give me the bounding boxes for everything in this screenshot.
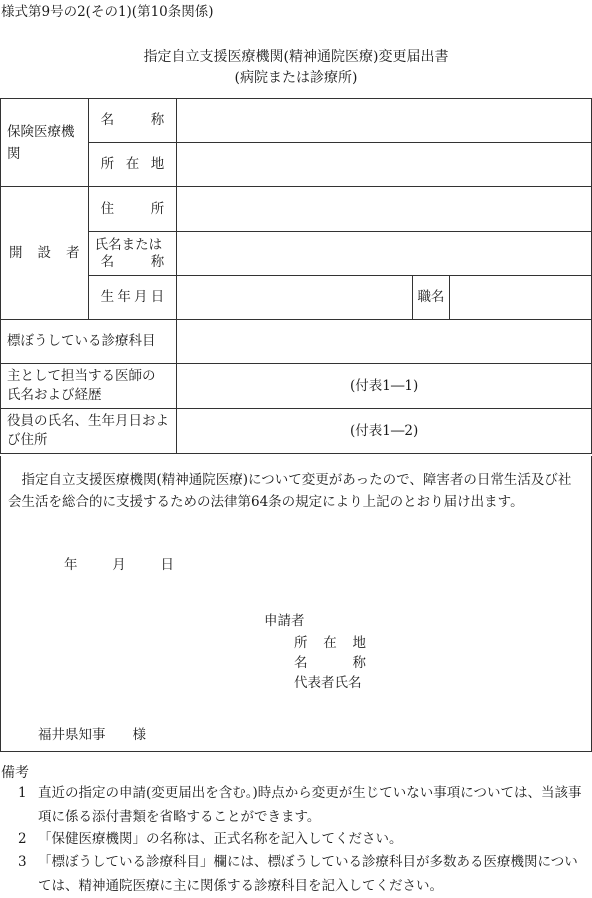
table-row bbox=[1, 232, 592, 276]
table-row bbox=[1, 276, 592, 320]
position-field[interactable] bbox=[450, 276, 592, 320]
note-item: 3 「標ぼうしている診療科目」欄には、標ぼうしている診療科目が多数ある医療機関については、精神通院医療に主に関係する診療科目を記入してください。 bbox=[18, 854, 578, 894]
insurance-institution-label: 保険医療機関 bbox=[1, 99, 89, 187]
addressee: 福井県知事 様 bbox=[38, 727, 146, 743]
founder-name-field[interactable] bbox=[177, 232, 592, 276]
applicant-location-label: 所 在 地 bbox=[294, 635, 366, 651]
founder-address-field[interactable] bbox=[177, 187, 592, 232]
application-table bbox=[0, 98, 592, 454]
table-row bbox=[1, 320, 592, 364]
name-label: 名 称 bbox=[88, 99, 177, 143]
doctor-attachment: (付表1―1) bbox=[177, 364, 592, 409]
institution-name-field[interactable] bbox=[177, 99, 592, 143]
representative-label: 代表者氏名 bbox=[294, 675, 362, 691]
note-item: 1 直近の指定の申請(変更届出を含む。)時点から変更が生じていない事項については、当該事項に係る添付書類を省略することができます。 bbox=[18, 785, 582, 825]
declaration-text: 指定自立支援医療機関(精神通院医療)について変更があったので、障害者の日常生活及び社会生活を総合的に支援するための法律第64条の規定により上記のとおり届け出ます。 bbox=[8, 472, 572, 510]
position-label: 職名 bbox=[413, 276, 450, 320]
name-or-title-label: 氏名または 名 称 bbox=[88, 232, 177, 276]
form-number: 様式第9号の2(その1)(第10条関係) bbox=[1, 4, 214, 20]
note-item: 2 「保健医療機関」の名称は、正式名称を記入してください。 bbox=[18, 831, 403, 847]
date-line: 年 月 日 bbox=[64, 557, 174, 573]
table-row bbox=[1, 187, 592, 232]
specialties-field[interactable] bbox=[177, 320, 592, 364]
institution-location-field[interactable] bbox=[177, 143, 592, 187]
table-row bbox=[1, 364, 592, 409]
table-row bbox=[1, 99, 592, 143]
officers-attachment: (付表1―2) bbox=[177, 409, 592, 454]
birthdate-label: 生 年 月 日 bbox=[88, 276, 177, 320]
form-title: 指定自立支援医療機関(精神通院医療)変更届出書 bbox=[143, 49, 449, 65]
officers-label: 役員の氏名、生年月日およ び住所 bbox=[1, 409, 177, 454]
address-label: 住 所 bbox=[88, 187, 177, 232]
form-subtitle: (病院または診療所) bbox=[234, 70, 358, 86]
doctor-label: 主として担当する医師の 氏名および経歴 bbox=[1, 364, 177, 409]
founder-label: 開 設 者 bbox=[1, 187, 89, 320]
birthdate-field[interactable] bbox=[177, 276, 413, 320]
applicant-label: 申請者 bbox=[264, 613, 305, 629]
table-row bbox=[1, 143, 592, 187]
applicant-name-label: 名 称 bbox=[294, 655, 366, 671]
notes-title: 備考 bbox=[1, 765, 29, 781]
specialties-label: 標ぼうしている診療科目 bbox=[1, 320, 177, 364]
location-label: 所 在 地 bbox=[88, 143, 177, 187]
table-row bbox=[1, 409, 592, 454]
